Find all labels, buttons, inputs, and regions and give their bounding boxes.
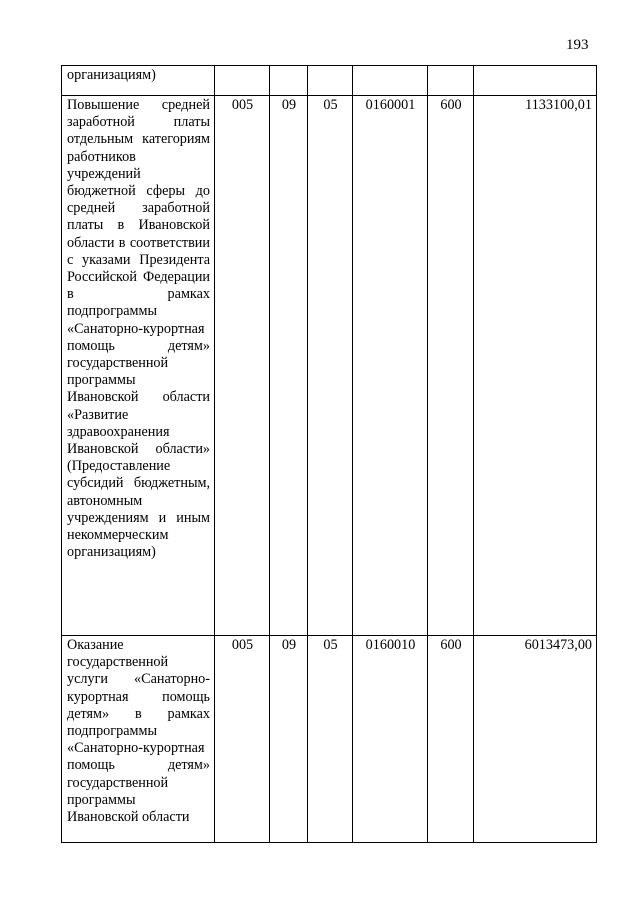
amount-value: 1133100,01 bbox=[474, 96, 597, 636]
section-code bbox=[270, 66, 308, 96]
subsection-code bbox=[308, 66, 353, 96]
target-article-code: 0160001 bbox=[353, 96, 428, 636]
expense-type-code bbox=[428, 66, 474, 96]
row-description: Оказание государственной услуги «Санаторно-курортная помощь детям» в рамках подпрограммы «Санаторно-курортная помощь детям» государственной программы Ивановской области bbox=[62, 636, 215, 843]
amount-value: 6013473,00 bbox=[474, 636, 597, 843]
ministry-code: 005 bbox=[215, 96, 270, 636]
table-row bbox=[62, 96, 597, 636]
section-code: 09 bbox=[270, 636, 308, 843]
target-article-code bbox=[353, 66, 428, 96]
ministry-code: 005 bbox=[215, 636, 270, 843]
subsection-code: 05 bbox=[308, 96, 353, 636]
budget-table bbox=[61, 65, 597, 843]
table-row bbox=[62, 636, 597, 843]
row-description: Повышение средней заработной платы отдельным категориям работников учреждений бюджетной сферы до средней заработной платы в Ивановской области в соответствии с указами Президента Российской Федерации в рамках подпрограммы «Санаторно-курортная помощь детям» государственной программы Ивановской области «Развитие здравоохранения Ивановской области» (Предоставление субсидий бюджетным, автономным учреждениям и иным некоммерческим организациям) bbox=[62, 96, 215, 636]
table-row bbox=[62, 66, 597, 96]
ministry-code bbox=[215, 66, 270, 96]
expense-type-code: 600 bbox=[428, 96, 474, 636]
row-description: организациям) bbox=[62, 66, 215, 96]
subsection-code: 05 bbox=[308, 636, 353, 843]
section-code: 09 bbox=[270, 96, 308, 636]
page-number: 193 bbox=[566, 37, 589, 53]
target-article-code: 0160010 bbox=[353, 636, 428, 843]
expense-type-code: 600 bbox=[428, 636, 474, 843]
amount-value bbox=[474, 66, 597, 96]
